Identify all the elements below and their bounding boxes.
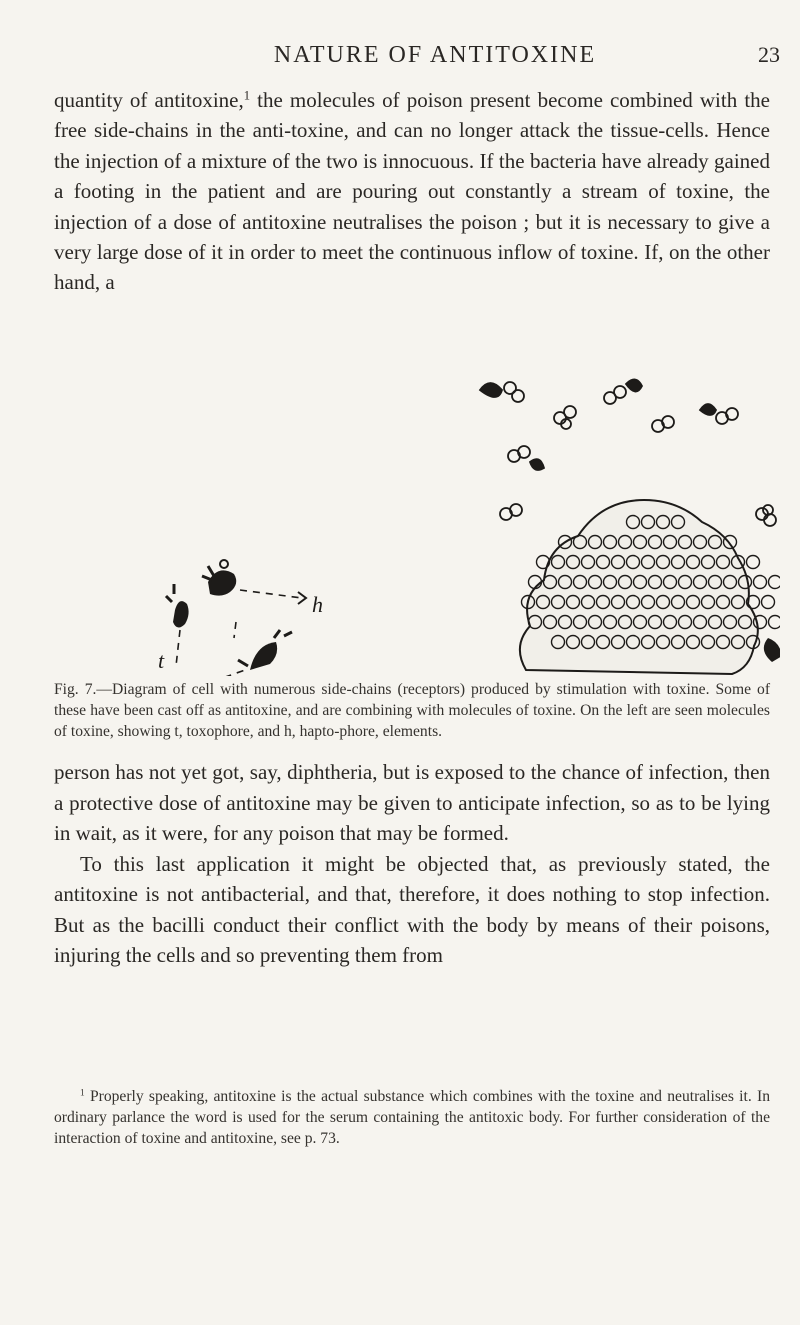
running-head	[90, 42, 780, 82]
cell-diagram	[40, 370, 780, 676]
receptor-complex-5	[700, 404, 738, 424]
body-text	[54, 757, 770, 971]
top-paragraph-text-rest: the molecules of poison present become combined with the free side-chains in the anti-toxine, and can no longer attack the tissue-cells. Hence the injection of a mixture of the two is innocuous. If the bacteria have already gained a footing in the patient and are pouring out constantly a stream of toxine, the injection of a dose of antitoxine neutralises the poison ; but it is necessary to give a very large dose of it in order to meet the continuous inflow of toxine. If, on the other hand, a	[54, 88, 770, 295]
side-chain-receptor	[769, 576, 781, 589]
footnote-reference: 1	[243, 88, 251, 103]
figure-caption-label: Fig. 7.	[54, 681, 97, 698]
figure-caption	[54, 679, 770, 742]
side-chain-receptor	[747, 556, 760, 569]
body-paragraph-1: person has not yet got, say, diphtheria, but is exposed to the chance of infection, then a protective dose of antitoxine may be given to anticipate infection, so as to be lying in wait, as it were, for any poison that may be formed.	[54, 760, 770, 845]
toxine-molecule-top	[202, 560, 236, 596]
receptor-complex-1	[480, 382, 524, 402]
dashed-lines	[176, 590, 302, 676]
cell-with-side-chains	[520, 500, 780, 674]
footnote-text: Properly speaking, antitoxine is the actual substance which combines with the toxine and neutralises it. In ordinary parlance the word is used for the serum containing the antitoxic body. For further consideration of the interaction of toxine and antitoxine, see p. 73.	[54, 1088, 770, 1148]
receptor-complex-3	[604, 379, 642, 404]
receptor-complex-7	[500, 504, 522, 520]
toxine-molecule-mid	[166, 584, 189, 628]
figure-caption-text: —Diagram of cell with numerous side-chains (receptors) produced by stimulation with toxine. Some of these have been cast off as antitoxine, and are combining with molecules of toxine. On the left are seen molecules of toxine, showing t, toxophore, and h, hapto-phore, elements.	[54, 681, 771, 740]
body-paragraph-2: To this last application it might be objected that, as previously stated, the antitoxine is not antibacterial, and that, therefore, it does nothing to stop infection. But as the bacilli conduct their conflict with the body by means of their poisons, injuring the cells and so preventing them from	[54, 851, 770, 967]
top-paragraph-text: quantity of antitoxine,	[54, 88, 244, 112]
footnote-mark: 1	[80, 1088, 85, 1099]
receptor-complex-6	[508, 446, 544, 470]
side-chain-receptor	[762, 596, 775, 609]
bound-toxine-right	[764, 638, 780, 662]
receptor-complex-2	[554, 406, 576, 429]
figure-7	[40, 370, 780, 676]
label-t: t	[158, 648, 165, 673]
side-chain-receptor	[754, 576, 767, 589]
receptor-complex-8	[756, 505, 776, 526]
label-h: h	[312, 592, 323, 617]
side-chain-receptor	[769, 616, 781, 629]
page-number: 23	[758, 42, 780, 67]
toxine-molecule-low	[238, 630, 292, 670]
footnote	[54, 1086, 770, 1150]
receptor-complex-4	[652, 416, 674, 432]
running-title: NATURE OF ANTITOXINE	[273, 42, 597, 68]
arrowhead-h	[298, 592, 306, 604]
top-paragraph	[54, 85, 770, 298]
